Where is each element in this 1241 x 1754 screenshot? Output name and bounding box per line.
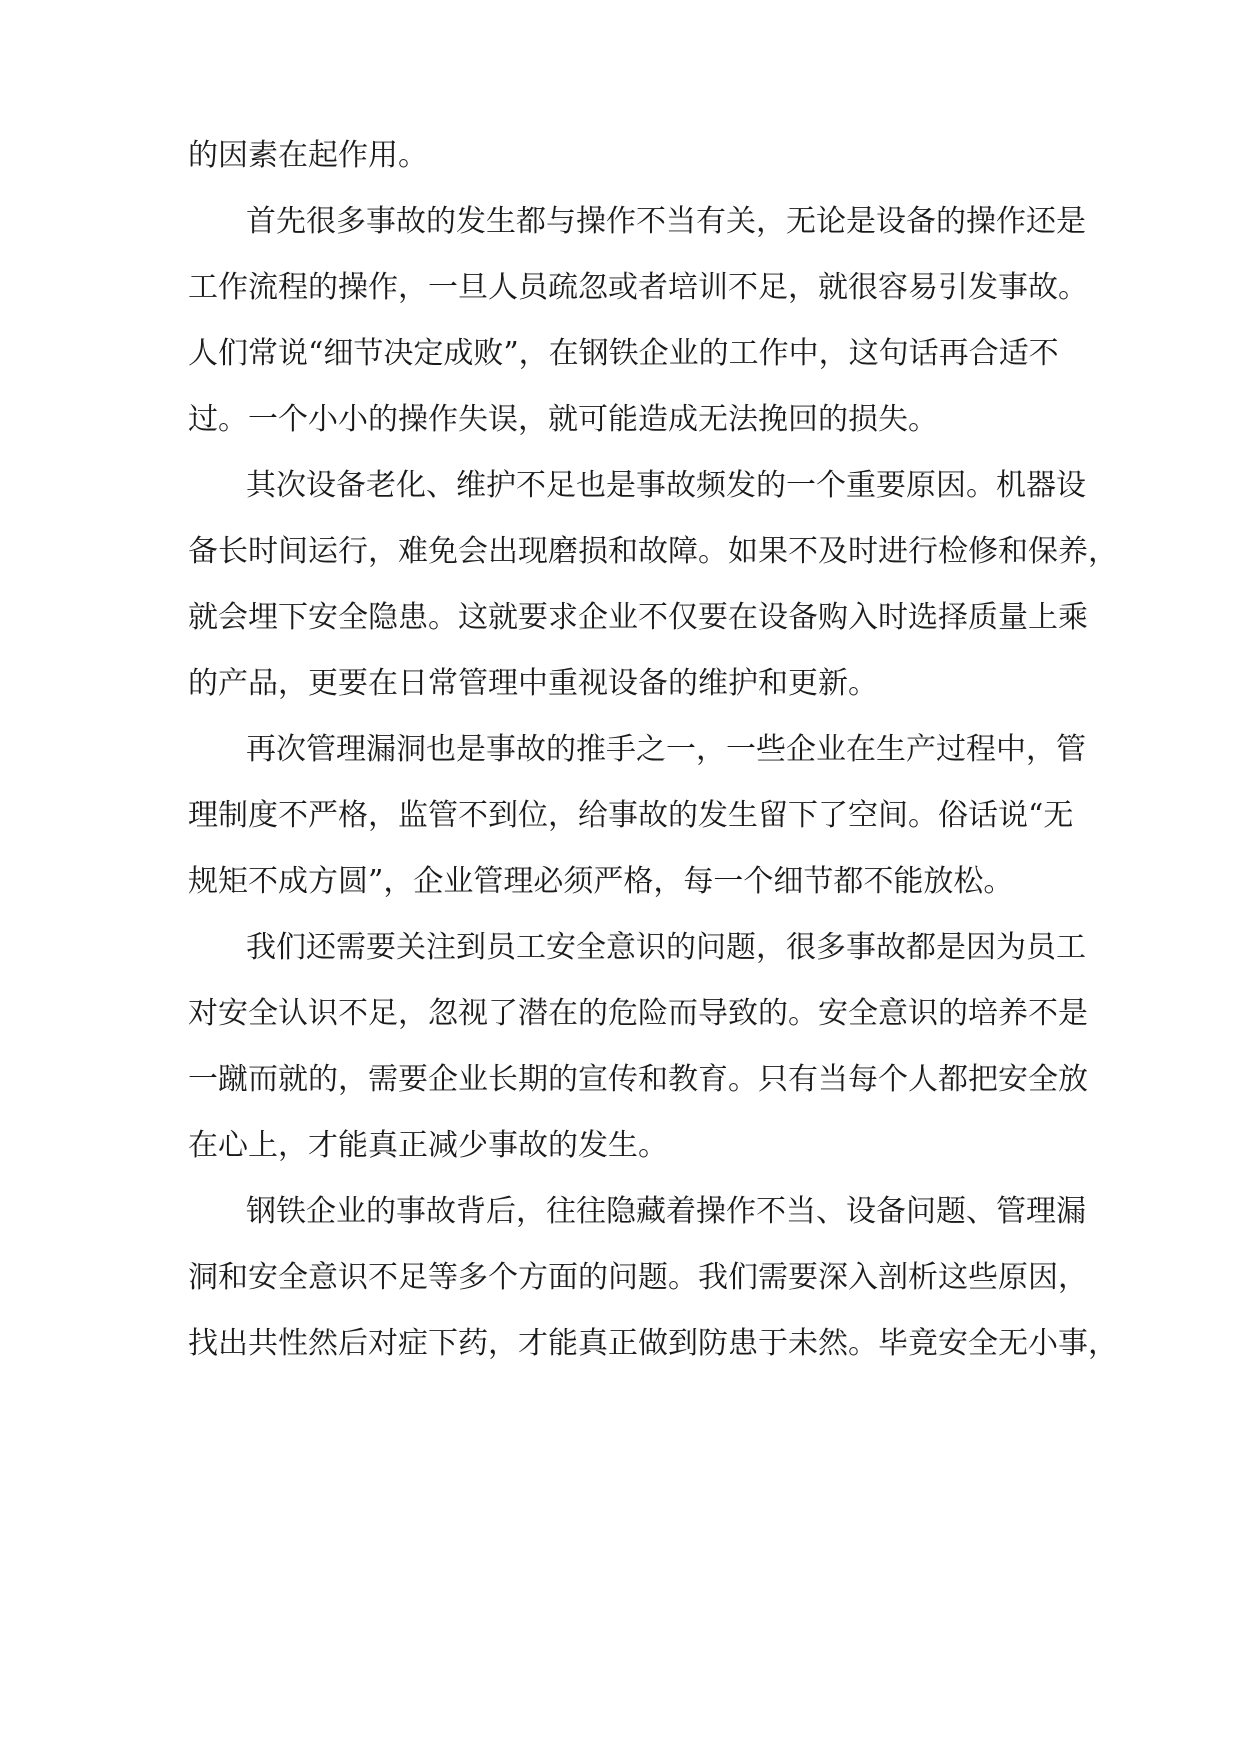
text-line: 过。一个小小的操作失误，就可能造成无法挽回的损失。 [188, 402, 938, 437]
text-line: 对安全认识不足，忽视了潜在的危险而导致的。安全意识的培养不是 [188, 996, 1088, 1031]
text-line: 就会埋下安全隐患。这就要求企业不仅要在设备购入时选择质量上乘 [188, 600, 1088, 635]
paragraph-first-line: 首先很多事故的发生都与操作不当有关，无论是设备的操作还是 [246, 204, 1086, 239]
text-line: 规矩不成方圆”，企业管理必须严格，每一个细节都不能放松。 [188, 864, 1014, 899]
text-line: 一蹴而就的，需要企业长期的宣传和教育。只有当每个人都把安全放 [188, 1062, 1088, 1097]
text-line: 人们常说“细节决定成败”，在钢铁企业的工作中，这句话再合适不 [188, 336, 1059, 371]
text-line: 工作流程的操作，一旦人员疏忽或者培训不足，就很容易引发事故。 [188, 270, 1088, 305]
text-line: 备长时间运行，难免会出现磨损和故障。如果不及时进行检修和保养， [188, 534, 1118, 569]
text-line: 的产品，更要在日常管理中重视设备的维护和更新。 [188, 666, 878, 701]
paragraph-first-line: 其次设备老化、维护不足也是事故频发的一个重要原因。机器设 [246, 468, 1086, 503]
text-line: 找出共性然后对症下药，才能真正做到防患于未然。毕竟安全无小事， [188, 1326, 1118, 1361]
paragraph-first-line: 再次管理漏洞也是事故的推手之一，一些企业在生产过程中，管 [246, 732, 1086, 767]
text-line: 在心上，才能真正减少事故的发生。 [188, 1128, 668, 1163]
text-line: 洞和安全意识不足等多个方面的问题。我们需要深入剖析这些原因， [188, 1260, 1088, 1295]
text-line: 理制度不严格，监管不到位，给事故的发生留下了空间。俗话说“无 [188, 798, 1074, 833]
text-line: 的因素在起作用。 [188, 138, 428, 173]
paragraph-first-line: 钢铁企业的事故背后，往往隐藏着操作不当、设备问题、管理漏 [246, 1194, 1086, 1229]
paragraph-first-line: 我们还需要关注到员工安全意识的问题，很多事故都是因为员工 [246, 930, 1086, 965]
